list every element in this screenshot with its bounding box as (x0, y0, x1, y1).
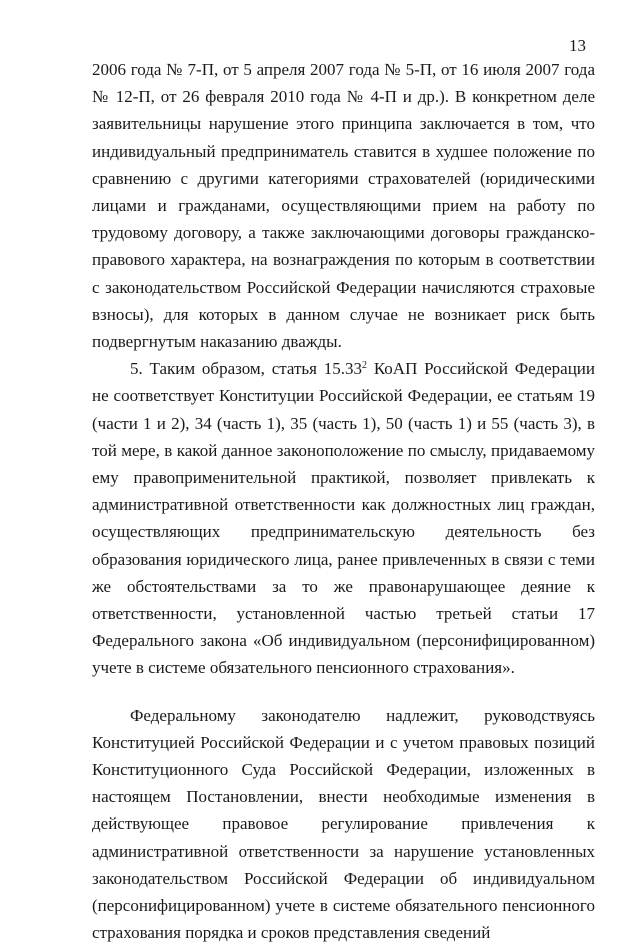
paragraph-conclusion-5-lead: 5. Таким образом, статья 15.33 (130, 359, 363, 379)
paragraph-conclusion-5 (92, 355, 595, 681)
page-number: 13 (569, 36, 586, 55)
paragraph-continuation: 2006 года № 7-П, от 5 апреля 2007 года № 5-П, от 16 июля 2007 года № 12-П, от 26 февраля 2010 года № 4-П и др.). В конкретном деле заявительницы нарушение этого принципа заключается в том, что индивидуальный предприниматель ставится в худшее положение по сравнению с другими категориями страхователей (юридическими лицами и гражданами, осуществляющими прием на работу по трудовому договору, а также заключающими договоры гражданско-правового характера, на вознаграждения по которым в соответствии с законодательством Российской Федерации начисляются страховые взносы), для которых в данном случае не возникает риск быть подвергнутым наказанию дважды. (92, 60, 595, 352)
paragraph-conclusion-5-body: КоАП Российской Федерации не соответствует Конституции Российской Федерации, ее статьям 19 (части 1 и 2), 34 (часть 1), 35 (часть 1), 50 (часть 1) и 55 (часть 3), в той мере, в какой данное законоположение по смыслу, придаваемому ему правоприменительной практикой, позволяет привлекать к административной ответственности как должностных лиц граждан, осуществляющих предпринимательскую деятельность без образования юридического лица, ранее привлеченных в связи с теми же обстоятельствами за то же правонарушающее деяние к ответственности, установленной частью третьей статьи 17 Федерального закона «Об индивидуальном (персонифицированном) учете в системе обязательного пенсионного страхования». (92, 359, 595, 678)
paragraph-legislator-instruction: Федеральному законодателю надлежит, руководствуясь Конституцией Российской Федерации и с учетом правовых позиций Конституционного Суда Российской Федерации, изложенных в настоящем Постановлении, внести необходимые изменения в действующее правовое регулирование привлечения к административной ответственности за нарушение установленных законодательством Российской Федерации об индивидуальном (персонифицированном) учете в системе обязательного пенсионного страхования порядка и сроков представления сведений (92, 705, 595, 943)
article-superscript: 2 (362, 360, 368, 372)
document-body (92, 56, 595, 947)
